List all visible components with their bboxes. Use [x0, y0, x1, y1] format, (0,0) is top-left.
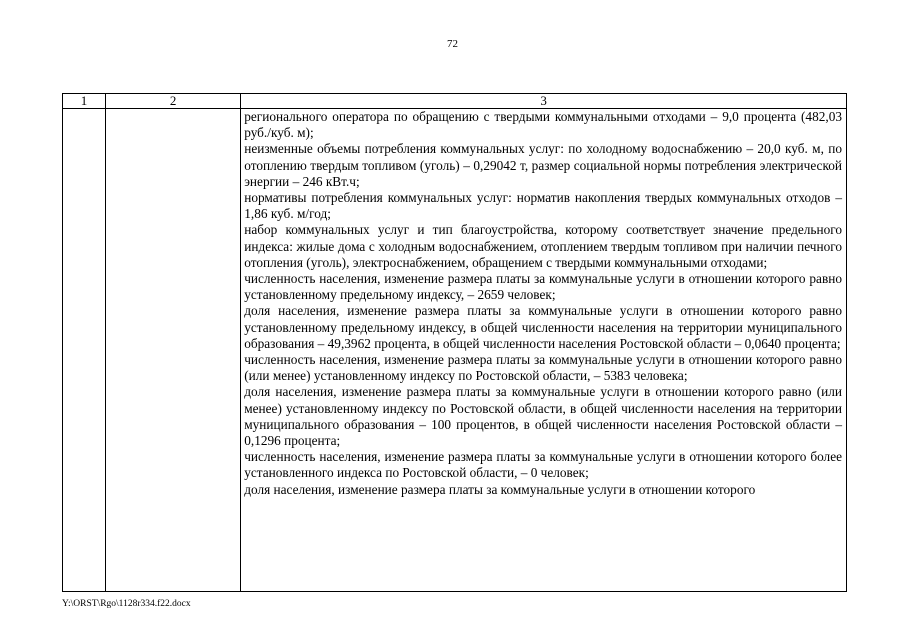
document-table — [62, 93, 847, 592]
paragraph-regional-operator: регионального оператора по обращению с твердыми коммунальными отходами – 9,0 процента (482,03 руб./куб. м); — [244, 109, 842, 141]
table-header-row — [63, 94, 847, 109]
column-header-3: 3 — [241, 94, 847, 109]
cell-col-1 — [63, 109, 106, 592]
column-header-2: 2 — [106, 94, 241, 109]
table-row — [63, 109, 847, 592]
paragraph-share-equal-or-less: доля населения, изменение размера платы за коммунальные услуги в отношении которого равно (или менее) установленному индексу по Ростовской области, в общей численности населения на территории муниципального образования – 100 процентов, в общей численности населения Ростовской области – 0,1296 процента; — [244, 384, 842, 449]
paragraph-consumption-volumes: неизменные объемы потребления коммунальных услуг: по холодному водоснабжению – 20,0 куб. м, по отоплению твердым топливом (уголь) – 0,29042 т, размер социальной нормы потребления электрической энергии – 246 кВт.ч; — [244, 141, 842, 189]
column-header-1: 1 — [63, 94, 106, 109]
paragraph-services-set: набор коммунальных услуг и тип благоустройства, которому соответствует значение предельного индекса: жилые дома с холодным водоснабжением, отоплением твердым топливом при наличии печного отопления (уголь), электроснабжением, обращением с твердыми коммунальными отходами; — [244, 222, 842, 270]
cell-col-2 — [106, 109, 241, 592]
file-path: Y:\ORST\Rgo\1128r334.f22.docx — [62, 599, 191, 609]
cell-col-3 — [241, 109, 847, 592]
page-number: 72 — [447, 38, 458, 50]
paragraph-share-equal-limit: доля населения, изменение размера платы за коммунальные услуги в отношении которого равно установленному предельному индексу, в общей численности населения на территории муниципального образования – 49,3962 процента, в общей численности населения Ростовской области – 0,0640 процента; — [244, 303, 842, 351]
paragraph-consumption-norms: нормативы потребления коммунальных услуг: норматив накопления твердых коммунальных отходов – 1,86 куб. м/год; — [244, 190, 842, 222]
paragraph-share-above: доля населения, изменение размера платы за коммунальные услуги в отношении которого — [244, 481, 756, 497]
paragraph-population-equal-or-less: численность населения, изменение размера платы за коммунальные услуги в отношении которого равно (или менее) установленному индексу по Ростовской области, – 5383 человека; — [244, 352, 842, 384]
paragraph-population-equal-limit: численность населения, изменение размера платы за коммунальные услуги в отношении которого равно установленному предельному индексу, – 2659 человек; — [244, 271, 842, 303]
paragraph-population-above: численность населения, изменение размера платы за коммунальные услуги в отношении которого более установленного индекса по Ростовской области, – 0 человек; — [244, 449, 842, 481]
